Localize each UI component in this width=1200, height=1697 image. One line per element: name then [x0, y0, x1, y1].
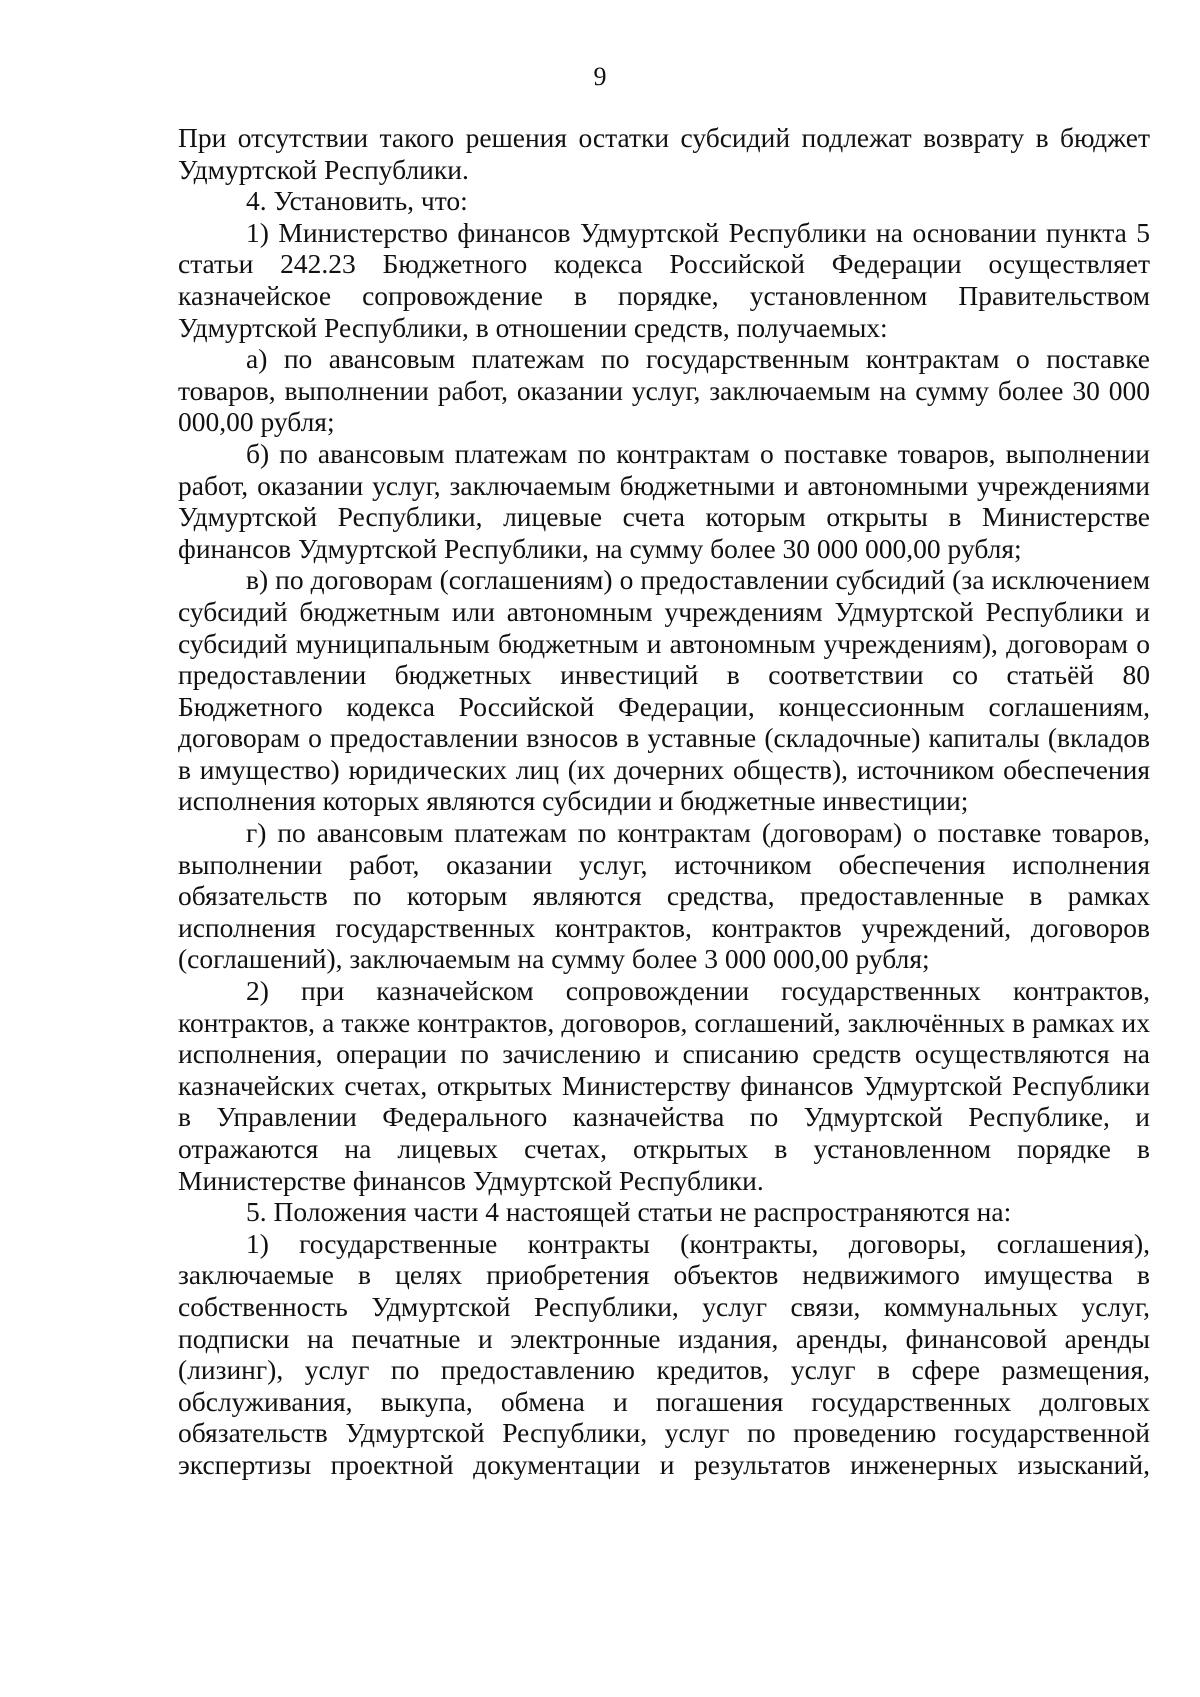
- paragraph: 1) Министерство финансов Удмуртской Республики на основании пункта 5 статьи 242.23 Бюджетного кодекса Российской Федерации осуществляет казначейское сопровождение в порядке, установленном Правительством Удмуртской Республики, в отношении средств, получаемых:: [178, 216, 1150, 343]
- paragraph: б) по авансовым платежам по контрактам о поставке товаров, выполнении работ, оказании услуг, заключаемым бюджетными и автономными учреждениями Удмуртской Республики, лицевые счета которым открыты в Министерстве финансов Удмуртской Республики, на сумму более 30 000 000,00 рубля;: [178, 437, 1150, 564]
- paragraph: 4. Установить, что:: [246, 185, 468, 217]
- paragraph: 1) государственные контракты (контракты, договоры, соглашения), заключаемые в целях приобретения объектов недвижимого имущества в собственность Удмуртской Республики, услуг связи, коммунальных услуг, подписки на печатные и электронные издания, аренды, финансовой аренды (лизинг), услуг по предоставлению кредитов, услуг в сфере размещения, обслуживания, выкупа, обмена и погашения государственных долговых обязательств Удмуртской Республики, услуг по проведению государственной экспертизы проектной документации и результатов инженерных изысканий,: [178, 1227, 1150, 1480]
- paragraph: 2) при казначейском сопровождении государственных контрактов, контрактов, а также контрактов, договоров, соглашений, заключённых в рамках их исполнения, операции по зачислению и списанию средств осуществляются на казначейских счетах, открытых Министерству финансов Удмуртской Республики в Управлении Федерального казначейства по Удмуртской Республике, и отражаются на лицевых счетах, открытых в установленном порядке в Министерстве финансов Удмуртской Республики.: [178, 975, 1150, 1196]
- paragraph: а) по авансовым платежам по государственным контрактам о поставке товаров, выполнении работ, оказании услуг, заключаемым на сумму более 30 000 000,00 рубля;: [178, 343, 1150, 438]
- paragraph: г) по авансовым платежам по контрактам (договорам) о поставке товаров, выполнении работ, оказании услуг, источником обеспечения исполнения обязательств по которым являются средства, предоставленные в рамках исполнения государственных контрактов, контрактов учреждений, договоров (соглашений), заключаемым на сумму более 3 000 000,00 рубля;: [178, 817, 1150, 975]
- page-number: 9: [593, 62, 607, 91]
- paragraph: При отсутствии такого решения остатки субсидий подлежат возврату в бюджет Удмуртской Республики.: [178, 122, 1150, 185]
- paragraph: в) по договорам (соглашениям) о предоставлении субсидий (за исключением субсидий бюджетным или автономным учреждениям Удмуртской Республики и субсидий муниципальным бюджетным и автономным учреждениям), договорам о предоставлении бюджетных инвестиций в соответствии со статьёй 80 Бюджетного кодекса Российской Федерации, концессионным соглашениям, договорам о предоставлении взносов в уставные (складочные) капиталы (вкладов в имущество) юридических лиц (их дочерних обществ), источником обеспечения исполнения которых являются субсидии и бюджетные инвестиции;: [178, 564, 1150, 817]
- document-body: [178, 122, 1150, 1481]
- paragraph: 5. Положения части 4 настоящей статьи не распространяются на:: [246, 1196, 1012, 1228]
